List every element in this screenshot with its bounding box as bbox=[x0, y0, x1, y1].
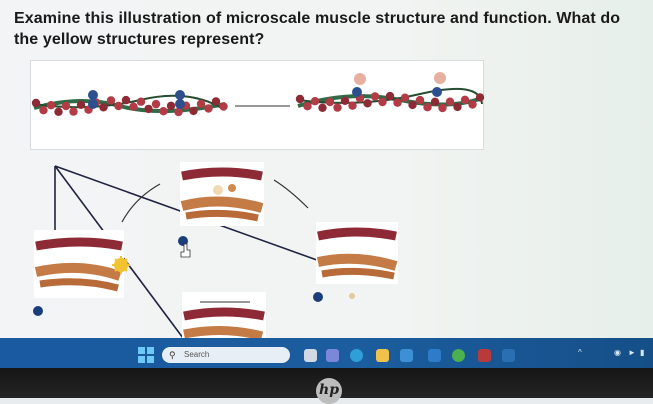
actin-bead bbox=[311, 97, 319, 105]
actin-bead bbox=[416, 96, 424, 104]
file-explorer-icon[interactable] bbox=[376, 349, 389, 362]
store-icon[interactable] bbox=[400, 349, 413, 362]
chevron-up-icon[interactable]: ^ bbox=[578, 348, 582, 357]
actin-bead bbox=[401, 94, 409, 102]
chrome-browser-icon[interactable] bbox=[452, 349, 465, 362]
actin-bead bbox=[341, 97, 349, 105]
troponin-marker bbox=[175, 90, 185, 109]
actin-bead bbox=[296, 95, 304, 103]
myosin-binding-marker bbox=[352, 73, 366, 97]
actin-bead bbox=[167, 102, 175, 110]
edge-browser-icon[interactable] bbox=[350, 349, 363, 362]
app-icon[interactable] bbox=[428, 349, 441, 362]
app-icon[interactable] bbox=[478, 349, 491, 362]
actin-bead bbox=[378, 98, 386, 106]
actin-bead bbox=[114, 102, 122, 110]
actin-bead bbox=[431, 98, 439, 106]
search-icon: ⚲ bbox=[169, 350, 176, 360]
actin-bead bbox=[197, 100, 205, 108]
actin-bead bbox=[159, 107, 167, 115]
actin-bead bbox=[318, 104, 326, 112]
actin-bead bbox=[107, 96, 115, 104]
volume-icon[interactable]: ► bbox=[628, 348, 636, 357]
actin-bead bbox=[122, 96, 130, 104]
cycle-panel-left bbox=[34, 230, 130, 298]
actin-bead bbox=[348, 102, 356, 110]
actin-bead bbox=[189, 107, 197, 115]
actin-bead bbox=[137, 98, 145, 106]
search-placeholder: Search bbox=[184, 350, 210, 359]
actin-bead bbox=[77, 101, 85, 109]
question-text: Examine this illustration of microscale muscle structure and function. What do the yellow structures represent? bbox=[14, 10, 621, 48]
taskbar-search-input[interactable] bbox=[162, 347, 290, 363]
chat-icon[interactable] bbox=[326, 349, 339, 362]
actin-bead bbox=[204, 104, 212, 112]
hp-logo: hp bbox=[316, 378, 342, 404]
app-icon[interactable] bbox=[502, 349, 515, 362]
actin-bead bbox=[47, 101, 55, 109]
blue-dot bbox=[313, 292, 323, 302]
taskbar bbox=[0, 338, 653, 368]
actin-bead bbox=[386, 92, 394, 100]
actin-bead bbox=[174, 108, 182, 116]
thin-filament-left bbox=[32, 90, 228, 116]
task-view-icon[interactable] bbox=[304, 349, 317, 362]
actin-bead bbox=[152, 100, 160, 108]
actin-bead bbox=[408, 101, 416, 109]
cycle-panel-right bbox=[316, 222, 398, 284]
cycle-arrow bbox=[274, 180, 308, 208]
actin-bead bbox=[461, 96, 469, 104]
windows-start-icon[interactable] bbox=[138, 347, 154, 363]
actin-bead bbox=[326, 98, 334, 106]
actin-bead bbox=[333, 103, 341, 111]
actin-bead bbox=[453, 103, 461, 111]
actin-bead bbox=[438, 104, 446, 112]
actin-bead bbox=[446, 98, 454, 106]
thin-filament-right bbox=[296, 72, 484, 112]
actin-bead bbox=[212, 97, 220, 105]
cycle-arrow bbox=[122, 184, 160, 222]
actin-bead bbox=[144, 105, 152, 113]
actin-bead bbox=[423, 103, 431, 111]
actin-bead bbox=[62, 102, 70, 110]
actin-bead bbox=[303, 102, 311, 110]
cycle-panel-top bbox=[180, 162, 264, 226]
actin-bead bbox=[99, 103, 107, 111]
actin-bead bbox=[219, 102, 227, 110]
actin-bead bbox=[468, 100, 476, 108]
wifi-icon[interactable]: ◉ bbox=[614, 348, 621, 357]
actin-bead bbox=[476, 93, 484, 101]
actin-bead bbox=[371, 92, 379, 100]
actin-bead bbox=[393, 99, 401, 107]
actin-bead bbox=[129, 103, 137, 111]
cycle-panel-bottom bbox=[182, 292, 266, 340]
tan-dot bbox=[349, 293, 355, 299]
actin-bead bbox=[69, 107, 77, 115]
myosin-binding-marker bbox=[432, 72, 446, 97]
battery-icon[interactable]: ▮ bbox=[640, 348, 645, 357]
blue-dot bbox=[33, 306, 43, 316]
actin-bead bbox=[39, 106, 47, 114]
actin-bead bbox=[54, 108, 62, 116]
actin-bead bbox=[32, 99, 40, 107]
actin-bead bbox=[363, 99, 371, 107]
